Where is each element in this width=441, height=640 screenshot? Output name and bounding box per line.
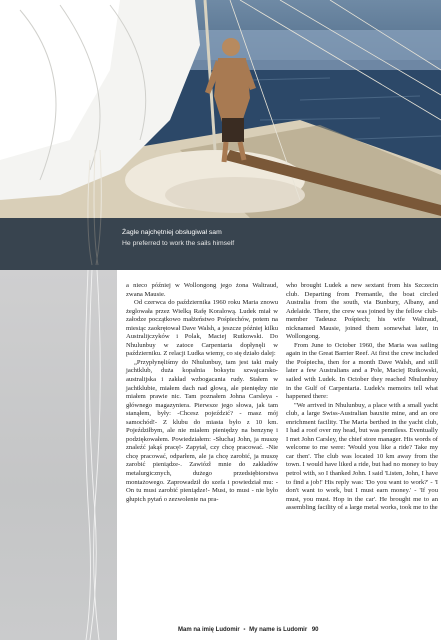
paragraph: who brought Ludek a new sextant from his Szczecin club. Departing from Fremantle, the boat circled Australia from the south, via Bunbury, Albany, and Adelaide. There, the crew was joined by the fellow club-member Tadeusz Pośpiech; his wife Waltraud, nicknamed Mausie, joined them somewhat later, in Wollongong. (286, 282, 438, 341)
paragraph: a nieco później w Wollongong jego żona Waltraud, zwana Mausie. (126, 282, 278, 298)
decorative-gray-strip (0, 270, 117, 640)
article-column-polish (126, 282, 278, 504)
footer-title-english: My name is Ludomir (249, 627, 308, 633)
page-number: 90 (311, 627, 319, 633)
paragraph: Od czerwca do października 1960 roku Maria znowu żeglowała przez Wielką Rafę Koralową. Ludek miał w załodze początkowo małżeństwo Pośpiechów, potem na miesiąc zaokrętował Dave Walsh, a jeszcze później kilku Australijczyków i Polak, Maciej Rutkowski. Do Nhulunbuy w zatoce Carpentaria dopłynęli w październiku. Z relacji Ludka wiemy, co się działo dalej: (126, 299, 278, 358)
photo-caption-polish: Żagle najchętniej obsługiwał sam (122, 229, 222, 236)
photo-caption-english: He preferred to work the sails himself (122, 240, 235, 247)
paragraph: „Przypłynęliśmy do Nhulunbuy, tam jest taki mały jachtklub, duża kopalnia boksytu szwajcarsko-australijska i zakład wzbogacania rudy. Stałem w jachtklubie, miałem dach nad głową, ale pieniędzy nie miałem prawie nic. Tam poznałem Johna Carsleya - głównego magazyniera. Pierwsze jego słowa, jak tam stanąłem, były: -Chcesz pojeździć? - masz mój samochód!- Z klubu do miasta było z 10 km. Pojeździłbym, ale nie miałem pieniędzy na benzynę i podziękowałem. Powiedziałem: -Słuchaj John, ja muszę znaleźć jakąś pracę!- Zapytał, czy chcę pracować. -Nie chcę pracować, odparłem, ale ja chcę zarobić, ja muszę zarobić pieniądze-. Zawiózł mnie do zakładów metalurgicznych, dużego przedsiębiorstwa montażowego. Zaprowadził do szefa i powiedział mu: -On tu musi zarobić pieniądze!- Musi, to musi - nie było głupich pytań o zezwolenie na pra- (126, 358, 278, 503)
paragraph: "We arrived in Nhulunbuy, a place with a small yacht club, a large Swiss-Australian bauxite mine, and an ore enrichment facility. The Maria berthed in the yacht club, I had a roof over my head, but was penniless. Eventually I met John Carsley, the chief store manager. His words of welcome to me were: 'Would you like a ride? Take my car then'. The club was located 10 km away from the town. I would have liked a ride, but had no money to buy petrol with, so I thanked John. I said 'Listen, John, I have to find a job!' His reply was: 'Do you want to work?' - 'I don't want to work, but I must earn money.' - 'If you must, you must. Hop in the car'. He brought me to an assembling facility of a large metal works, took me to the (286, 401, 438, 512)
page-footer (178, 627, 319, 633)
footer-separator: • (243, 627, 246, 633)
article-column-english (286, 282, 438, 513)
rope-lines-graphic (0, 270, 117, 640)
paragraph: From June to October 1960, the Maria was sailing again in the Great Barrier Reef. At first the crew included the Pośpiechs, then for a month Dave Walsh, and still later a few Australians and a Pole, Maciej Rutkowski, sailed with Ludek. In October they reached Nhulunbuy in the Gulf of Carpentaria. Ludek's memoirs tell what happened there: (286, 341, 438, 401)
footer-title-polish: Mam na imię Ludomir (178, 627, 240, 633)
